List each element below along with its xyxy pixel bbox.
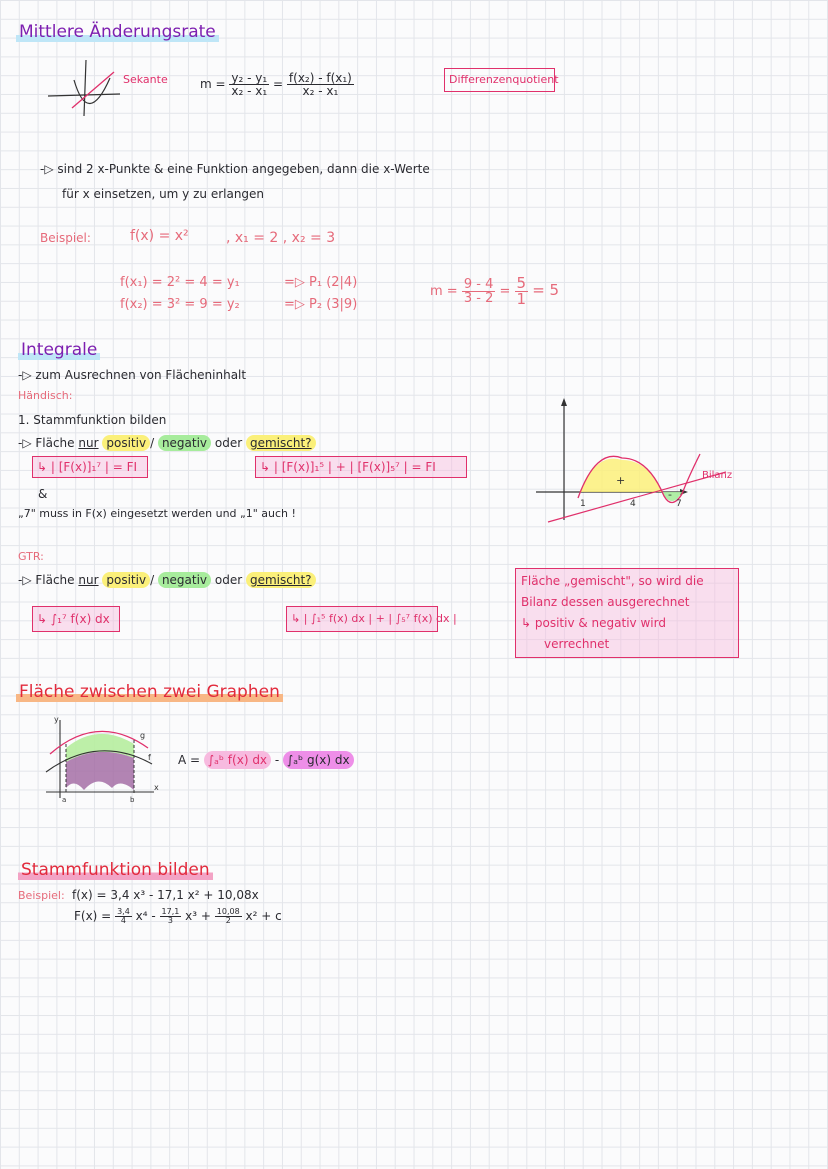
bilanz-info-line-1: Fläche „gemischt", so wird die bbox=[521, 574, 704, 588]
note-sign: & bbox=[38, 487, 48, 501]
secant-label: Sekante bbox=[123, 73, 168, 86]
section-title-zwei-graphen: Fläche zwischen zwei Graphen bbox=[16, 684, 283, 701]
integrale-subtitle: -▷ zum Ausrechnen von Flächeninhalt bbox=[18, 368, 247, 382]
graph-tick-4: 4 bbox=[630, 499, 636, 509]
slope-calc: m = $\frac{9 - 4}{3 - 2}$ = $\frac{5}{1}$ = 5 bbox=[430, 274, 560, 308]
graph-tick-7: 7 bbox=[676, 499, 682, 509]
bilanz-info-line-3: ↳ positiv & negativ wird bbox=[521, 616, 666, 630]
label-f: f bbox=[148, 753, 151, 762]
example-function: f(x) = x² bbox=[130, 228, 189, 244]
calc-line-2: f(x₂) = 3² = 9 = y₂ bbox=[120, 297, 240, 312]
stammfunktion-line-1: f(x) = 3,4 x³ - 17,1 x² + 10,08x bbox=[72, 888, 259, 902]
bilanz-info-line-2: Bilanz dessen ausgerechnet bbox=[521, 595, 690, 609]
section-title-integrale: Integrale bbox=[18, 342, 100, 359]
gtr-label: GTR: bbox=[18, 550, 44, 563]
section-title-stammfunktion: Stammfunktion bilden bbox=[18, 862, 213, 879]
graph-tick-1: 1 bbox=[580, 499, 586, 509]
label-x: x bbox=[154, 783, 159, 792]
point-1: =▷ P₁ (2|4) bbox=[284, 275, 358, 290]
label-g: g bbox=[140, 731, 146, 740]
flaeche-question-handisch: -▷ Fläche nur positiv / negativ oder gemischt? bbox=[18, 437, 316, 449]
handisch-box-gemischt bbox=[255, 456, 467, 478]
two-graphs-sketch bbox=[40, 714, 160, 804]
differenzenquotient-label: Differenzenquotient bbox=[449, 73, 559, 86]
graph-bilanz-label: Bilanz bbox=[702, 470, 733, 481]
label-a: a bbox=[62, 796, 67, 804]
bilanz-info-box bbox=[515, 568, 739, 658]
graph-plus: + bbox=[616, 474, 626, 487]
gtr-box-positiv bbox=[32, 606, 120, 632]
gtr-box-positiv-text: ↳ ∫₁⁷ f(x) dx bbox=[37, 612, 110, 626]
stammfunktion-line-2: F(x) = $\frac{3,4}{4}$ x⁴ - $\frac{17,1}{3}$ x³ + $\frac{10,08}{2}$ x² + c bbox=[74, 907, 282, 925]
handisch-box-positiv bbox=[32, 456, 148, 478]
note-line-1: -▷ sind 2 x-Punkte & eine Funktion angegeben, dann die x-Werte bbox=[40, 162, 430, 176]
integral-graph bbox=[536, 398, 736, 528]
handisch-box-positiv-text: ↳ | [F(x)]₁⁷ | = FI bbox=[37, 460, 138, 474]
flaeche-question-gtr: -▷ Fläche nur positiv / negativ oder gemischt? bbox=[18, 574, 316, 586]
secant-sketch bbox=[44, 58, 124, 118]
graph-minus: - bbox=[668, 488, 672, 501]
gtr-box-gemischt bbox=[286, 606, 457, 632]
difference-formula: m = $\frac{\text{y₂ - y₁}}{\text{x₂ - x₁}}$ = $\frac{\text{f(x₂) - f(x₁)}}{\text{x₂ - x₁}}$ bbox=[200, 71, 352, 98]
label-y: y bbox=[54, 715, 59, 724]
note-text: „7" muss in F(x) eingesetzt werden und „1" auch ! bbox=[18, 507, 296, 520]
example-label: Beispiel: bbox=[40, 231, 91, 245]
example-values: , x₁ = 2 , x₂ = 3 bbox=[226, 230, 336, 246]
note-line-2: für x einsetzen, um y zu erlangen bbox=[62, 187, 265, 201]
step-1: 1. Stammfunktion bilden bbox=[18, 413, 167, 427]
bilanz-info-line-4: verrechnet bbox=[544, 637, 610, 651]
area-formula: A = ∫ₐᵇ f(x) dx - ∫ₐᵇ g(x) dx bbox=[178, 754, 354, 766]
stammfunktion-beispiel-label: Beispiel: bbox=[18, 889, 65, 902]
handisch-box-gemischt-text: ↳ | [F(x)]₁⁵ | + | [F(x)]₅⁷ | = FI bbox=[260, 460, 436, 474]
haendisch-label: Händisch: bbox=[18, 389, 73, 402]
differenzenquotient-box bbox=[444, 68, 559, 92]
point-2: =▷ P₂ (3|9) bbox=[284, 297, 358, 312]
calc-line-1: f(x₁) = 2² = 4 = y₁ bbox=[120, 275, 240, 290]
section-title-aenderungsrate: Mittlere Änderungsrate bbox=[16, 24, 219, 41]
label-b: b bbox=[130, 796, 135, 804]
gtr-box-gemischt-text: ↳ | ∫₁⁵ f(x) dx | + | ∫₅⁷ f(x) dx | bbox=[291, 612, 457, 625]
